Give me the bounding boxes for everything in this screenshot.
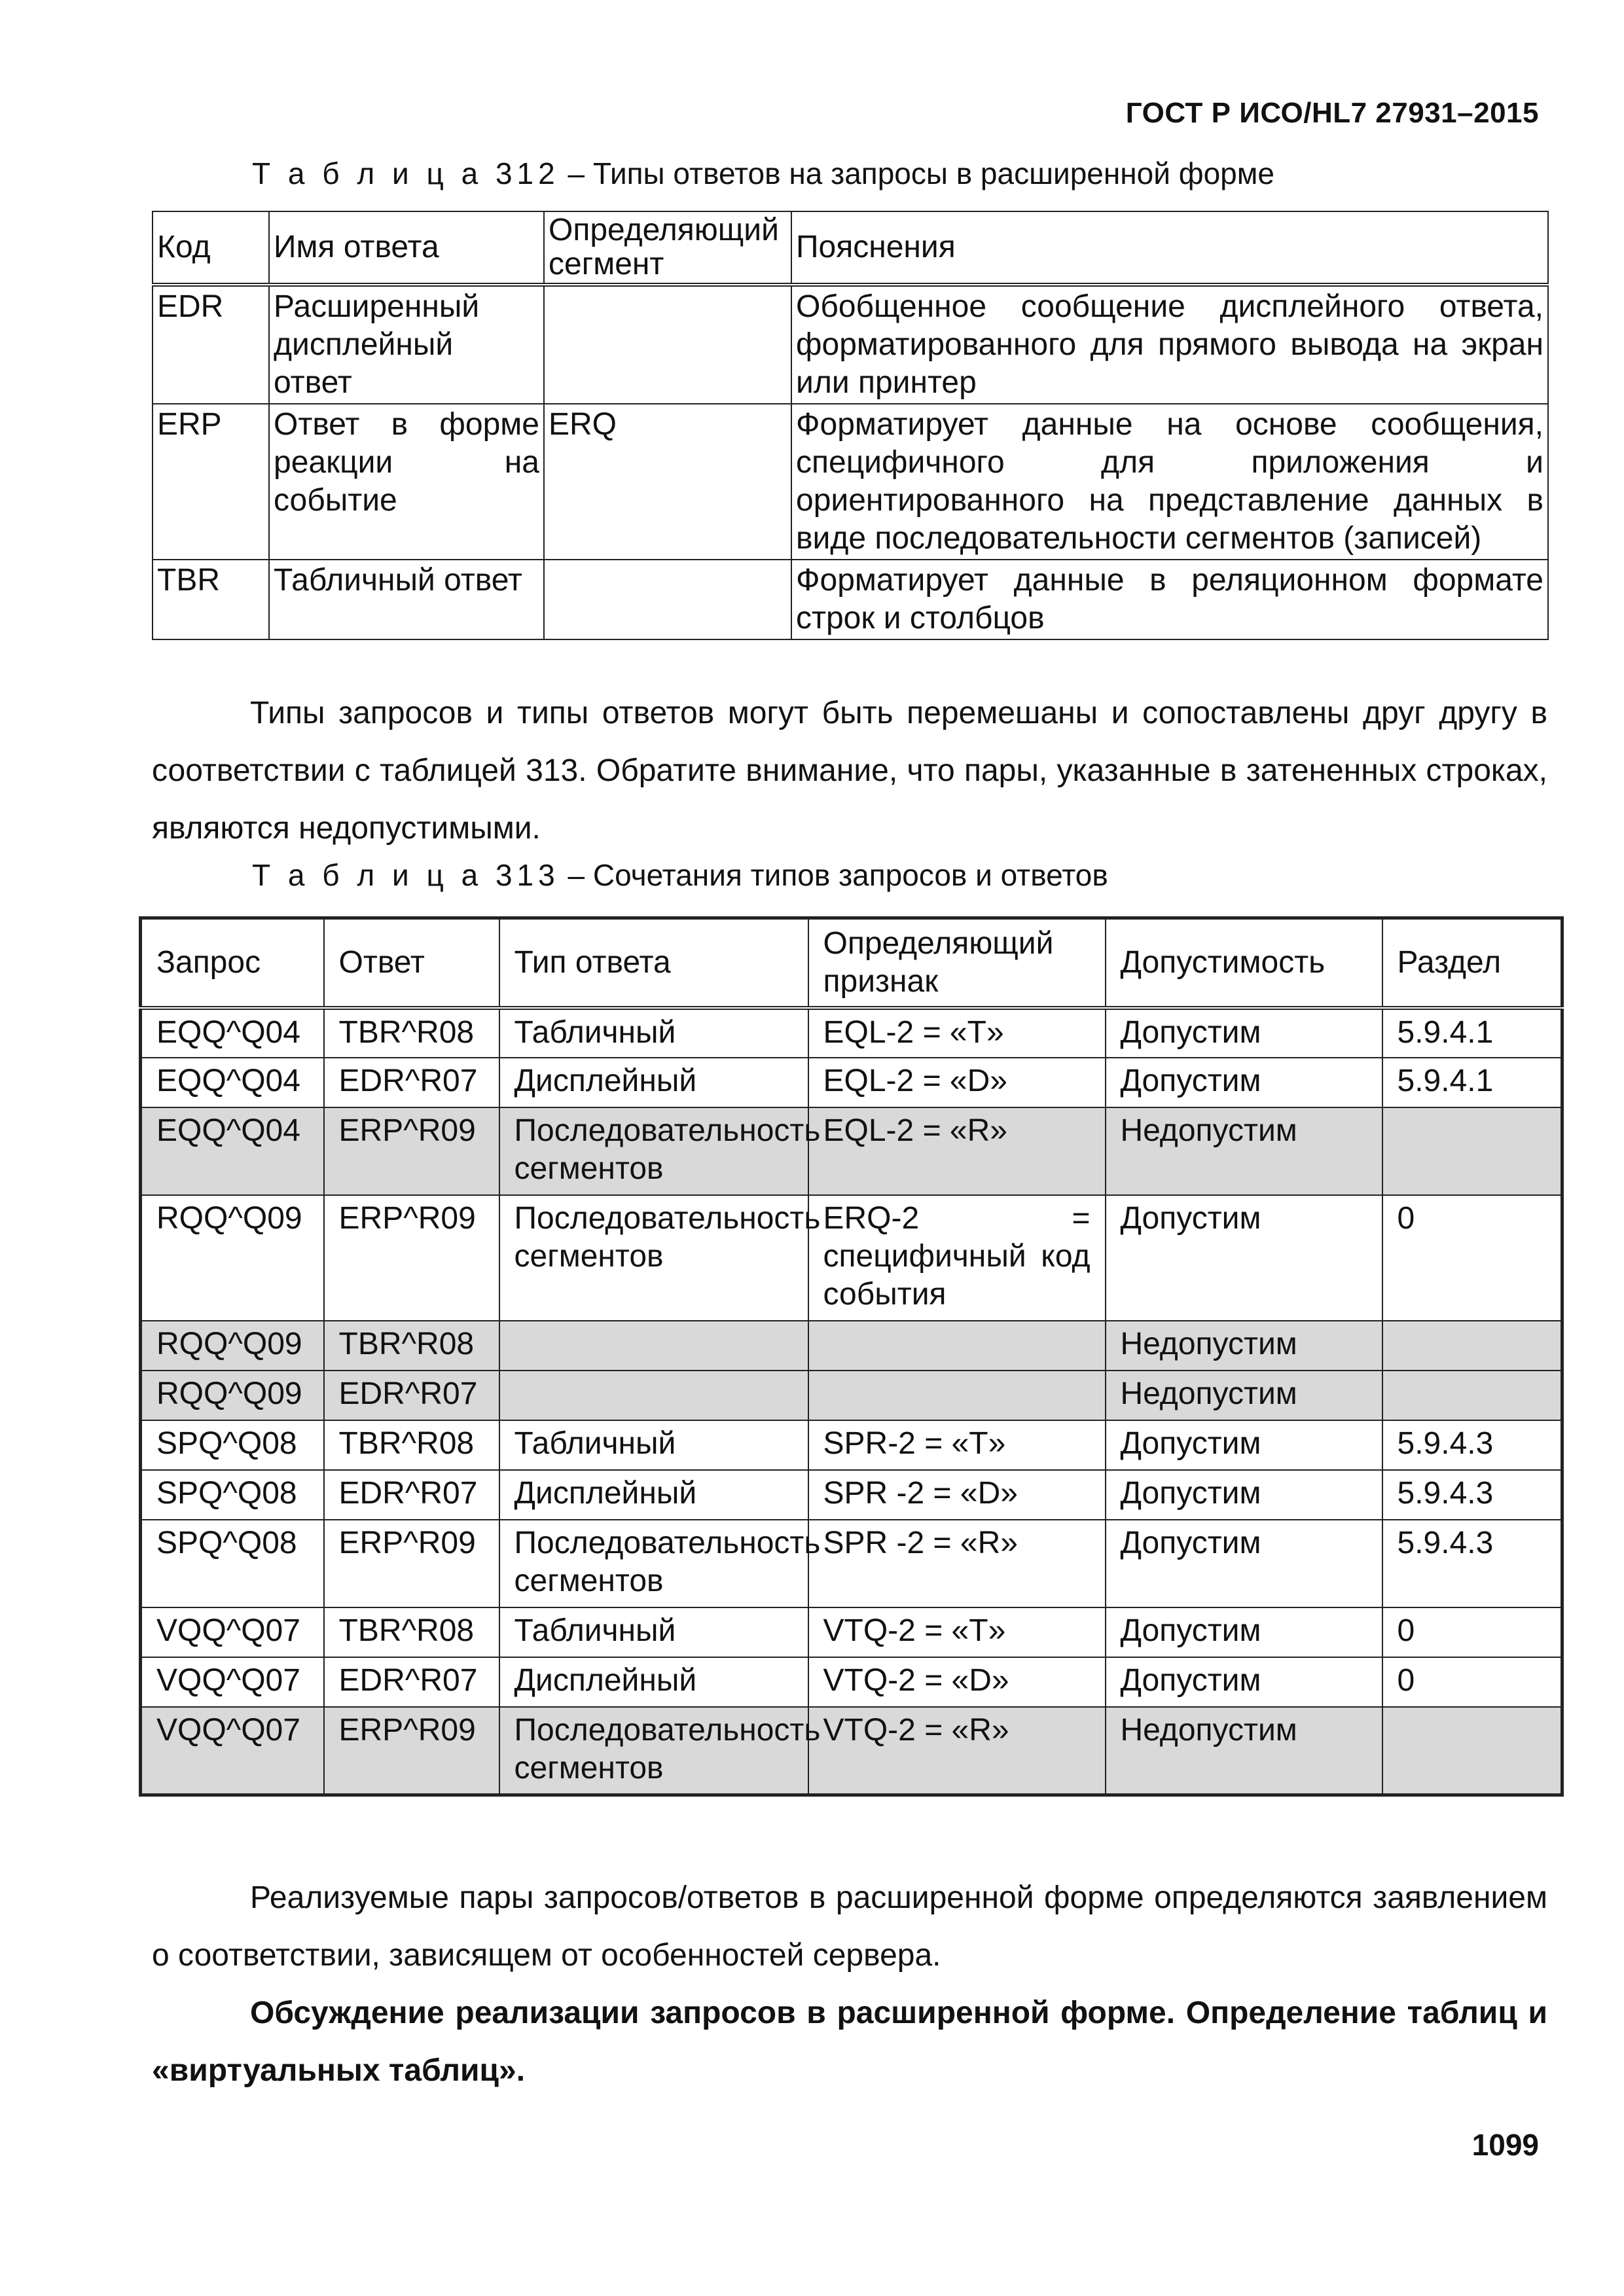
response-cell: ERP^R09	[324, 1195, 499, 1321]
document-code-header: ГОСТ Р ИСО/HL7 27931–2015	[1125, 97, 1539, 129]
flag-cell: EQL-2 = «D»	[808, 1058, 1106, 1107]
table-row	[141, 1321, 1562, 1371]
table-312-header-cell: Определяющий сегмент	[544, 211, 791, 285]
section-cell	[1382, 1371, 1562, 1420]
table-313-header-cell: Тип ответа	[499, 918, 808, 1009]
table-312-header-row	[153, 211, 1548, 285]
section-heading-paragraph	[152, 1984, 1547, 2100]
query-cell: RQQ^Q09	[141, 1195, 324, 1321]
flag-cell: VTQ-2 = «T»	[808, 1607, 1106, 1657]
section-cell: 5.9.4.1	[1382, 1058, 1562, 1107]
validity-cell: Недопустим	[1106, 1107, 1382, 1195]
table-row	[153, 285, 1548, 404]
query-cell: SPQ^Q08	[141, 1470, 324, 1520]
table-row	[141, 1107, 1562, 1195]
response-type-cell: Дисплейный	[499, 1470, 808, 1520]
response-cell: TBR^R08	[324, 1420, 499, 1470]
section-cell: 5.9.4.3	[1382, 1520, 1562, 1607]
section-cell	[1382, 1321, 1562, 1371]
code-cell: ERP	[153, 404, 269, 560]
flag-cell: ERQ-2 = специфичный код события	[808, 1195, 1106, 1321]
table-313	[139, 916, 1564, 1797]
table-313-header-cell: Определяющий признак	[808, 918, 1106, 1009]
table-312-header-cell: Имя ответа	[269, 211, 544, 285]
query-cell: RQQ^Q09	[141, 1321, 324, 1371]
flag-cell	[808, 1371, 1106, 1420]
flag-cell: SPR -2 = «D»	[808, 1470, 1106, 1520]
note-cell: Обобщенное сообщение дисплейного ответа, форматированного для прямого вывода на экран или принтер	[791, 285, 1548, 404]
table-row	[141, 1657, 1562, 1707]
validity-cell: Недопустим	[1106, 1371, 1382, 1420]
table-312-caption-text: – Типы ответов на запросы в расширенной форме	[559, 156, 1274, 190]
query-cell: VQQ^Q07	[141, 1607, 324, 1657]
section-cell: 5.9.4.1	[1382, 1008, 1562, 1058]
flag-cell: SPR -2 = «R»	[808, 1520, 1106, 1607]
response-cell: EDR^R07	[324, 1470, 499, 1520]
note-cell: Форматирует данные на основе сообщения, специфичного для приложения и ориентированного на представление данных в виде последовательности сегментов (записей)	[791, 404, 1548, 560]
flag-cell	[808, 1321, 1106, 1371]
query-cell: RQQ^Q09	[141, 1371, 324, 1420]
validity-cell: Допустим	[1106, 1607, 1382, 1657]
query-cell: SPQ^Q08	[141, 1420, 324, 1470]
response-type-cell: Последовательность сегментов	[499, 1195, 808, 1321]
table-313-header-cell: Ответ	[324, 918, 499, 1009]
response-name-cell: Расширенный дисплейный ответ	[269, 285, 544, 404]
validity-cell: Допустим	[1106, 1195, 1382, 1321]
segment-cell	[544, 560, 791, 639]
table-312-header-cell: Пояснения	[791, 211, 1548, 285]
response-type-cell: Табличный	[499, 1008, 808, 1058]
flag-cell: VTQ-2 = «D»	[808, 1657, 1106, 1707]
segment-cell: ERQ	[544, 404, 791, 560]
table-312-header-cell: Код	[153, 211, 269, 285]
section-cell	[1382, 1107, 1562, 1195]
query-cell: EQQ^Q04	[141, 1058, 324, 1107]
validity-cell: Допустим	[1106, 1657, 1382, 1707]
code-cell: EDR	[153, 285, 269, 404]
table-row	[141, 1008, 1562, 1058]
response-type-cell: Последовательность сегментов	[499, 1520, 808, 1607]
section-cell: 5.9.4.3	[1382, 1420, 1562, 1470]
code-cell: TBR	[153, 560, 269, 639]
query-cell: EQQ^Q04	[141, 1008, 324, 1058]
table-313-caption-label: Т а б л и ц а 313	[252, 858, 560, 892]
query-cell: VQQ^Q07	[141, 1707, 324, 1795]
response-cell: TBR^R08	[324, 1607, 499, 1657]
response-cell: ERP^R09	[324, 1707, 499, 1795]
table-313-caption	[252, 857, 1108, 893]
paragraph-text: Обсуждение реализации запросов в расширенной форме. Определение таблиц и «виртуальных таблиц».	[152, 1996, 1547, 2088]
query-cell: SPQ^Q08	[141, 1520, 324, 1607]
response-cell: ERP^R09	[324, 1520, 499, 1607]
response-type-cell: Последовательность сегментов	[499, 1107, 808, 1195]
validity-cell: Допустим	[1106, 1520, 1382, 1607]
table-313-header-row	[141, 918, 1562, 1009]
validity-cell: Недопустим	[1106, 1321, 1382, 1371]
table-313-caption-text: – Сочетания типов запросов и ответов	[559, 858, 1108, 892]
flag-cell: EQL-2 = «T»	[808, 1008, 1106, 1058]
response-type-cell: Дисплейный	[499, 1058, 808, 1107]
response-type-cell: Табличный	[499, 1420, 808, 1470]
section-cell: 0	[1382, 1195, 1562, 1321]
response-type-cell: Табличный	[499, 1607, 808, 1657]
response-cell: EDR^R07	[324, 1657, 499, 1707]
validity-cell: Допустим	[1106, 1058, 1382, 1107]
table-313-header-cell: Допустимость	[1106, 918, 1382, 1009]
response-cell: EDR^R07	[324, 1058, 499, 1107]
validity-cell: Допустим	[1106, 1470, 1382, 1520]
response-type-cell	[499, 1321, 808, 1371]
response-cell: ERP^R09	[324, 1107, 499, 1195]
page-number: 1099	[1471, 2128, 1539, 2162]
section-cell: 0	[1382, 1657, 1562, 1707]
section-cell: 5.9.4.3	[1382, 1470, 1562, 1520]
note-cell: Форматирует данные в реляционном формате строк и столбцов	[791, 560, 1548, 639]
validity-cell: Допустим	[1106, 1008, 1382, 1058]
response-type-cell: Дисплейный	[499, 1657, 808, 1707]
response-cell: TBR^R08	[324, 1008, 499, 1058]
table-312	[152, 211, 1549, 640]
paragraph-text: Реализуемые пары запросов/ответов в расширенной форме определяются заявлением о соответствии, зависящем от особенностей сервера.	[152, 1880, 1547, 1973]
table-row	[141, 1470, 1562, 1520]
response-name-cell: Ответ в форме реакции на событие	[269, 404, 544, 560]
table-row	[141, 1520, 1562, 1607]
table-313-header-cell: Запрос	[141, 918, 324, 1009]
validity-cell: Недопустим	[1106, 1707, 1382, 1795]
query-cell: EQQ^Q04	[141, 1107, 324, 1195]
table-row	[141, 1420, 1562, 1470]
table-row	[141, 1371, 1562, 1420]
table-row	[153, 404, 1548, 560]
validity-cell: Допустим	[1106, 1420, 1382, 1470]
segment-cell	[544, 285, 791, 404]
response-type-cell	[499, 1371, 808, 1420]
body-paragraph	[152, 685, 1547, 857]
section-cell	[1382, 1707, 1562, 1795]
table-row	[141, 1707, 1562, 1795]
paragraph-text: Типы запросов и типы ответов могут быть перемешаны и сопоставлены друг другу в соответствии с таблицей 313. Обратите внимание, что пары, указанные в затененных строках, являются недопустимыми.	[152, 696, 1547, 846]
section-cell: 0	[1382, 1607, 1562, 1657]
query-cell: VQQ^Q07	[141, 1657, 324, 1707]
table-row	[141, 1607, 1562, 1657]
response-cell: EDR^R07	[324, 1371, 499, 1420]
response-type-cell: Последовательность сегментов	[499, 1707, 808, 1795]
response-cell: TBR^R08	[324, 1321, 499, 1371]
flag-cell: VTQ-2 = «R»	[808, 1707, 1106, 1795]
table-312-caption-label: Т а б л и ц а 312	[252, 156, 560, 190]
body-paragraph	[152, 1869, 1547, 1984]
table-row	[153, 560, 1548, 639]
table-313-header-cell: Раздел	[1382, 918, 1562, 1009]
table-312-caption	[252, 156, 1274, 191]
table-row	[141, 1058, 1562, 1107]
flag-cell: SPR-2 = «T»	[808, 1420, 1106, 1470]
response-name-cell: Табличный ответ	[269, 560, 544, 639]
flag-cell: EQL-2 = «R»	[808, 1107, 1106, 1195]
table-row	[141, 1195, 1562, 1321]
